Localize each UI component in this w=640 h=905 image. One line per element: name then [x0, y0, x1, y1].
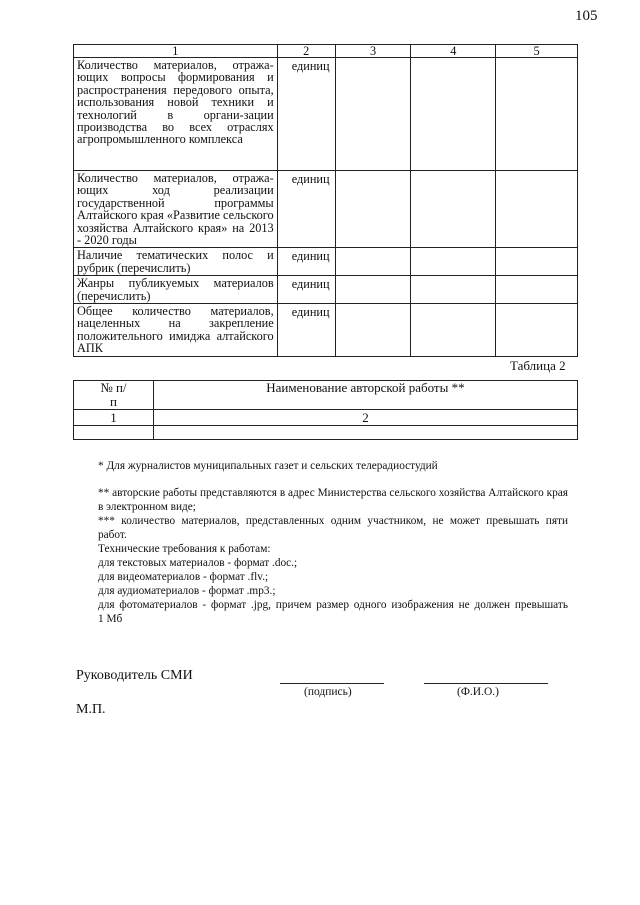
row-unit: единиц	[277, 171, 335, 248]
name-line	[424, 683, 548, 684]
row-name: Количество материалов, отража-ющих вопросы формирования и распространения передового опыта, использования новой техники и технологий в органи-зации производства во всех отраслях агропромышленного комплекса	[74, 58, 278, 171]
footnote-municipal: * Для журналистов муниципальных газет и сельских телерадиостудий	[98, 460, 438, 472]
column-index: 1	[74, 410, 154, 426]
row-unit: единиц	[277, 276, 335, 304]
table-cell	[496, 248, 578, 276]
table-header-row	[74, 45, 578, 58]
footnote-limit-cont: работ.	[98, 529, 127, 541]
table-row	[74, 426, 578, 440]
column-header-number: № п/п	[74, 381, 154, 410]
requirement-text: для текстовых материалов - формат .doc.;	[98, 557, 298, 569]
table-row	[74, 410, 578, 426]
table-row	[74, 304, 578, 357]
row-unit: единиц	[277, 58, 335, 171]
table-cell	[496, 58, 578, 171]
table-cell	[335, 276, 411, 304]
table-caption: Таблица 2	[510, 358, 566, 373]
table-row	[74, 276, 578, 304]
table-cell	[411, 58, 496, 171]
table-cell	[335, 171, 411, 248]
column-header: 3	[335, 45, 411, 58]
table-row	[74, 171, 578, 248]
criteria-table	[73, 44, 578, 357]
head-label: Руководитель СМИ	[76, 668, 193, 683]
row-name: Жанры публикуемых материалов (перечислить)	[74, 276, 278, 304]
table-row	[74, 248, 578, 276]
stamp-label: М.П.	[76, 702, 106, 717]
column-header: 2	[277, 45, 335, 58]
footnote-submission-cont: в электронном виде;	[98, 501, 196, 513]
requirement-video: для видеоматериалов - формат .flv.;	[98, 571, 269, 583]
table-cell	[496, 171, 578, 248]
column-index: 2	[153, 410, 577, 426]
signature-line	[280, 683, 384, 684]
column-header: 1	[74, 45, 278, 58]
table-cell	[335, 248, 411, 276]
row-name: Количество материалов, отража-ющих ход реализации государственной программы Алтайского края «Развитие сельского хозяйства Алтайского края» на 2013 - 2020 годы	[74, 171, 278, 248]
table-cell	[74, 426, 154, 440]
row-name: Наличие тематических полос и рубрик (перечислить)	[74, 248, 278, 276]
requirement-audio: для аудиоматериалов - формат .mp3.;	[98, 585, 276, 597]
column-header: 5	[496, 45, 578, 58]
row-unit: единиц	[277, 304, 335, 357]
signature-caption: (подпись)	[304, 686, 352, 698]
footnote-submission: ** авторские работы представляются в адрес Министерства сельского хозяйства Алтайского края	[98, 487, 568, 499]
table-cell	[153, 426, 577, 440]
requirement-photo-cont: 1 Мб	[98, 613, 123, 625]
row-name: Общее количество материалов, нацеленных на закрепление положительного имиджа алтайского АПК	[74, 304, 278, 357]
table-cell	[496, 304, 578, 357]
column-header-title: Наименование авторской работы **	[153, 381, 577, 410]
table-cell	[335, 58, 411, 171]
name-caption: (Ф.И.О.)	[457, 686, 499, 698]
table-cell	[411, 276, 496, 304]
table-cell	[411, 304, 496, 357]
table-row	[74, 58, 578, 171]
table-header-row	[74, 381, 578, 410]
page-number: 105	[575, 8, 598, 24]
requirements-title: Технические требования к работам:	[98, 543, 271, 555]
table-cell	[335, 304, 411, 357]
row-unit: единиц	[277, 248, 335, 276]
column-header: 4	[411, 45, 496, 58]
table-cell	[496, 276, 578, 304]
footnote-limit: *** количество материалов, представленных одним участником, не может превышать пяти	[98, 515, 568, 527]
requirement-photo: для фотоматериалов - формат .jpg, причем размер одного изображения не должен превышать	[98, 599, 568, 611]
table-cell	[411, 248, 496, 276]
works-table	[73, 380, 578, 440]
table-cell	[411, 171, 496, 248]
